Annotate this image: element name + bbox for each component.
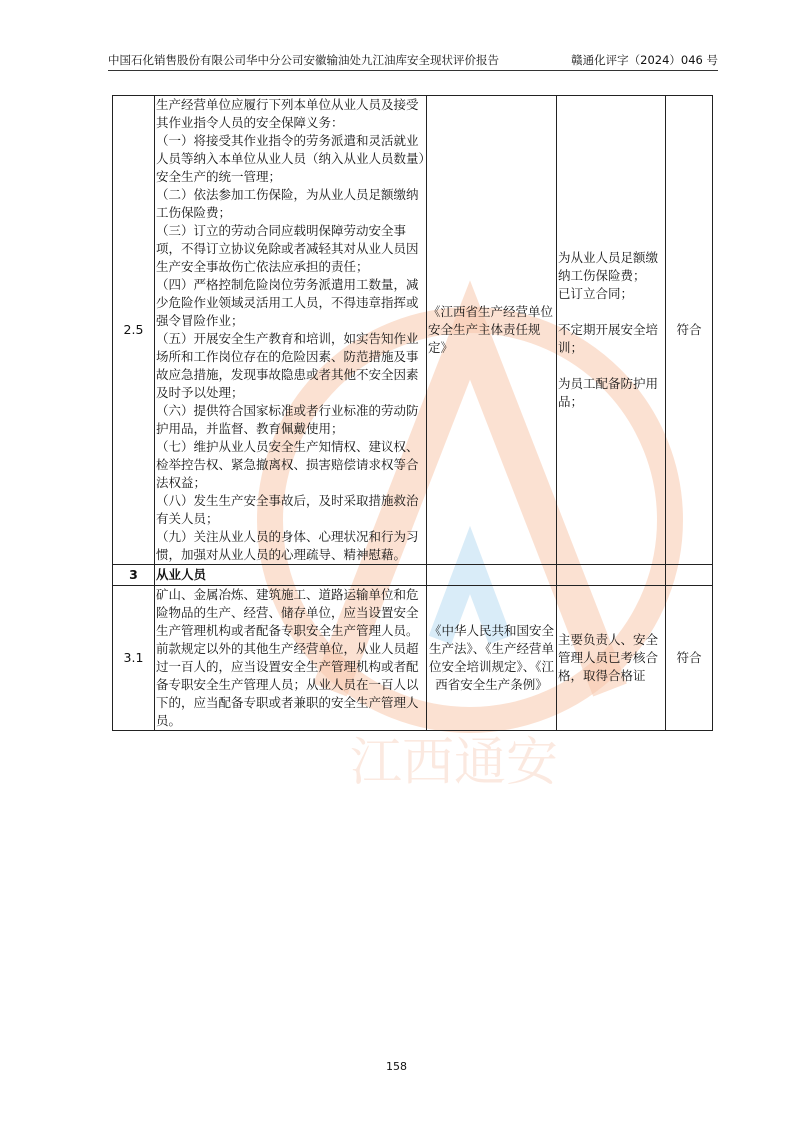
section-row bbox=[113, 565, 713, 586]
requirement-cell bbox=[155, 96, 427, 565]
requirement-text: （一）将接受其作业指令的劳务派遣和灵活就业人员等纳入本单位从业人员（纳入从业人员数量）安全生产的统一管理； bbox=[156, 133, 425, 184]
header-report-number: 赣通化评字（2024）046 号 bbox=[571, 53, 718, 67]
requirement-text: （二）依法参加工伤保险，为从业人员足额缴纳工伤保险费； bbox=[156, 187, 419, 220]
actual-text: 已订立合同； bbox=[558, 286, 634, 301]
actual-cell bbox=[557, 96, 666, 565]
result-cell: 符合 bbox=[666, 586, 713, 731]
requirement-text: （四）严格控制危险岗位劳务派遣用工数量，减少危险作业领域灵活用工人员，不得违章指挥或强令冒险作业； bbox=[156, 277, 419, 328]
row-number: 2.5 bbox=[113, 96, 155, 565]
basis-cell: 《江西省生产经营单位安全生产主体责任规定》 bbox=[427, 96, 557, 565]
table-row bbox=[113, 586, 713, 731]
actual-text: 为员工配备防护用品； bbox=[558, 376, 659, 409]
row-number: 3.1 bbox=[113, 586, 155, 731]
section-title: 从业人员 bbox=[155, 565, 427, 586]
requirement-text: 前款规定以外的其他生产经营单位，从业人员超过一百人的，应当设置安全生产管理机构或者配备专职安全生产管理人员；从业人员在一百人以下的，应当配备专职或者兼职的安全生产管理人员。 bbox=[156, 641, 419, 728]
section-number: 3 bbox=[113, 565, 155, 586]
header-report-title: 中国石化销售股份有限公司华中分公司安徽输油处九江油库安全现状评价报告 bbox=[108, 53, 499, 67]
requirement-text: （七）维护从业人员安全生产知情权、建议权、检举控告权、紧急撤离权、损害赔偿请求权等合法权益； bbox=[156, 439, 419, 490]
watermark-text: 江西通安 bbox=[350, 733, 559, 793]
page-header bbox=[108, 50, 718, 71]
requirement-text: （八）发生生产安全事故后，及时采取措施救治有关人员； bbox=[156, 493, 419, 526]
requirement-text: 矿山、金属冶炼、建筑施工、道路运输单位和危险物品的生产、经营、储存单位，应当设置安全生产管理机构或者配备专职安全生产管理人员。 bbox=[156, 587, 419, 638]
actual-text: 不定期开展安全培训； bbox=[558, 322, 659, 355]
table-row bbox=[113, 96, 713, 565]
requirement-text: （九）关注从业人员的身体、心理状况和行为习惯，加强对从业人员的心理疏导、精神慰藉。 bbox=[156, 529, 419, 562]
requirement-text: （六）提供符合国家标准或者行业标准的劳动防护用品，并监督、教育佩戴使用； bbox=[156, 403, 419, 436]
page-number: 158 bbox=[386, 1060, 407, 1073]
result-cell: 符合 bbox=[666, 96, 713, 565]
evaluation-table bbox=[112, 95, 713, 731]
requirement-text: 生产经营单位应履行下列本单位从业人员及接受其作业指令人员的安全保障义务： bbox=[156, 97, 419, 130]
requirement-text: （五）开展安全生产教育和培训，如实告知作业场所和工作岗位存在的危险因素、防范措施及事故应急措施，发现事故隐患或者其他不安全因素及时予以处理； bbox=[156, 331, 419, 400]
requirement-text: （三）订立的劳动合同应载明保障劳动安全事项，不得订立协议免除或者减轻其对从业人员因生产安全事故伤亡依法应承担的责任； bbox=[156, 223, 419, 274]
actual-cell: 主要负责人、安全管理人员已考核合格，取得合格证 bbox=[557, 586, 666, 731]
actual-text: 为从业人员足额缴纳工伤保险费； bbox=[558, 250, 659, 283]
basis-cell: 《中华人民共和国安全生产法》、《生产经营单位安全培训规定》、《江西省安全生产条例》 bbox=[427, 586, 557, 731]
requirement-cell bbox=[155, 586, 427, 731]
